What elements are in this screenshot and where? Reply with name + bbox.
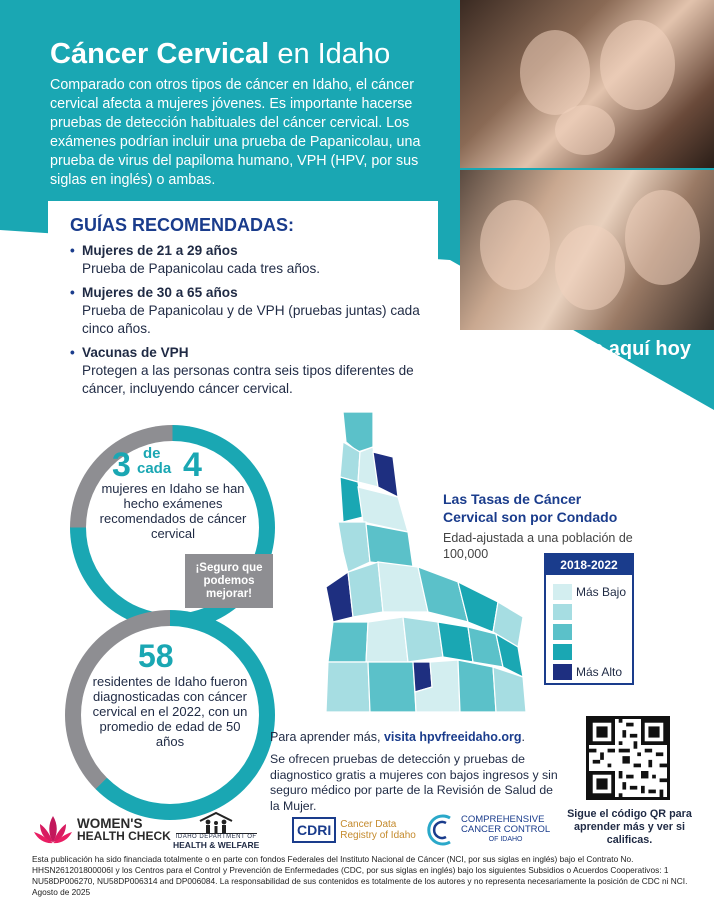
title-bold: Cáncer Cervical bbox=[50, 38, 270, 70]
map-region bbox=[418, 567, 468, 622]
learn-prefix: Para aprender más, bbox=[270, 730, 384, 744]
learn-suffix: . bbox=[521, 730, 525, 744]
stat1-number-b: 4 bbox=[183, 446, 202, 484]
family-house-icon bbox=[196, 811, 236, 833]
stat2-number: 58 bbox=[138, 638, 174, 674]
funding-disclaimer: Esta publicación ha sido financiada totalmente o en parte con fondos Federales del Instituto Nacional de Cáncer (NCI, por sus siglas en inglés) bajo el Contrato No. HHSN261201800006I y los Centros para el Control y Prevención de Enfermedades (CDC, por sus siglas en inglés) bajo los siguientes Subsidios o Acuerdos Cooperativos: 1 NU58DP006270, NU58DP006314 and DP006084. La responsabilidad de sus contenidos es totalmente de los autores y no representa necesariamente la posición de CDC ni NCI. Agosto de 2025 bbox=[32, 854, 688, 897]
map-region bbox=[348, 562, 383, 617]
qr-code[interactable] bbox=[586, 716, 670, 800]
guide-item bbox=[70, 242, 438, 278]
qualify-prefix: Podrías calificar para un pruebas de detección de cáncer bbox=[485, 390, 691, 425]
map-subtitle: Edad-ajustada a una población de 100,000 bbox=[443, 531, 633, 561]
cdri-mark: CDRI bbox=[292, 817, 336, 843]
map-region bbox=[366, 617, 408, 662]
stat1-cada: cada bbox=[137, 460, 172, 477]
stat1-de: de bbox=[143, 445, 161, 462]
guides-heading: GUÍAS RECOMENDADAS: bbox=[70, 215, 295, 235]
legend-swatch-4 bbox=[553, 644, 572, 660]
map-region bbox=[338, 522, 370, 572]
map-region bbox=[403, 617, 443, 662]
legend-high-label: Más Alto bbox=[576, 665, 623, 679]
map-legend bbox=[544, 553, 634, 685]
tagline: Para que sigas aquí hoy y mañana. bbox=[462, 338, 691, 384]
legend-swatch-1 bbox=[553, 584, 572, 600]
offer-text: Se ofrecen pruebas de detección y pruebas de diagnostico gratis a mujeres con bajos ingresos y sin seguro médico por parte de la Revisión de Salud de la Mujer. bbox=[270, 752, 558, 813]
idhw-line1: IDAHO DEPARTMENT OF bbox=[175, 833, 257, 840]
qr-caption: Sigue el código QR para aprender más y ver si calificas. bbox=[567, 808, 692, 846]
map-region bbox=[458, 660, 496, 712]
legend-swatch-3 bbox=[553, 624, 572, 640]
legend-header: 2018-2022 bbox=[546, 555, 632, 575]
title-light: en Idaho bbox=[277, 38, 391, 70]
map-region bbox=[328, 622, 368, 662]
qualify-bold: GRATIS. bbox=[634, 409, 691, 425]
map-region bbox=[326, 662, 370, 712]
guides-box bbox=[48, 201, 438, 401]
guides-list bbox=[70, 242, 438, 398]
whc-line1: WOMEN'S bbox=[77, 816, 143, 831]
map-region bbox=[458, 582, 498, 632]
legend-swatch-5 bbox=[553, 664, 572, 680]
family-photo-baby bbox=[460, 0, 714, 168]
map-title: Las Tasas de Cáncer Cervical son por Condado bbox=[443, 491, 618, 525]
guide-text: Prueba de Papanicolau y de VPH (pruebas juntas) cada cinco años. bbox=[82, 303, 420, 336]
map-region bbox=[373, 452, 398, 497]
ccc-line3: OF IDAHO bbox=[488, 836, 523, 843]
stat2-text: residentes de Idaho fueron diagnosticadas con cáncer cervical en el 2022, con un promedio de edad de 50 años bbox=[92, 674, 248, 749]
cdri-line2: Registry of Idaho bbox=[340, 830, 416, 841]
stat1-number-a: 3 bbox=[112, 446, 131, 484]
cdri-logo bbox=[292, 808, 416, 852]
guide-item bbox=[70, 284, 438, 338]
womens-health-check-logo bbox=[32, 808, 171, 852]
guide-item bbox=[70, 344, 438, 398]
idhw-line2: HEALTH & WELFARE bbox=[173, 839, 260, 850]
whc-line2: HEALTH CHECK bbox=[77, 829, 171, 843]
logo-strip bbox=[30, 808, 560, 853]
ccc-line1: COMPREHENSIVE bbox=[461, 814, 545, 825]
ccc-swoosh-icon bbox=[424, 812, 458, 848]
qr-pattern-icon bbox=[589, 719, 667, 797]
learn-more bbox=[270, 730, 525, 744]
improve-callout: ¡Seguro que podemos mejorar! bbox=[185, 554, 273, 608]
guide-title: • Mujeres de 30 a 65 años bbox=[82, 285, 238, 300]
legend-swatch-2 bbox=[553, 604, 572, 620]
lotus-icon bbox=[32, 812, 74, 848]
guide-title: • Mujeres de 21 a 29 años bbox=[82, 243, 238, 258]
stat1-text: mujeres en Idaho se han hecho exámenes recomendados de cáncer cervical bbox=[99, 481, 247, 541]
intro-paragraph: Comparado con otros tipos de cáncer en Idaho, el cáncer cervical afecta a mujeres jóvenes. Es importante hacerse pruebas de detección habituales del cáncer cervical. Los exámenes podrían incluir una prueba de Papanicolau, una prueba de virus del papiloma humano, VPH (HPV, por sus siglas en inglés) o ambas. bbox=[50, 77, 421, 188]
ccc-line2: CANCER CONTROL bbox=[461, 824, 551, 835]
legend-low-label: Más Bajo bbox=[576, 585, 627, 599]
guide-text: Prueba de Papanicolau cada tres años. bbox=[82, 261, 321, 276]
family-photo-grandparents bbox=[460, 170, 714, 330]
page-title bbox=[50, 38, 390, 71]
website-link[interactable]: visita hpvfreeidaho.org bbox=[383, 730, 522, 744]
cdri-line1: Cancer Data bbox=[340, 819, 397, 830]
idhw-logo bbox=[173, 808, 259, 852]
map-region bbox=[368, 662, 416, 712]
guide-title: • Vacunas de VPH bbox=[82, 345, 189, 360]
idaho-county-map bbox=[318, 412, 538, 722]
ccc-idaho-logo bbox=[424, 808, 550, 852]
guide-text: Protegen a las personas contra seis tipos diferentes de cáncer, incluyendo cáncer cervical. bbox=[82, 363, 414, 396]
